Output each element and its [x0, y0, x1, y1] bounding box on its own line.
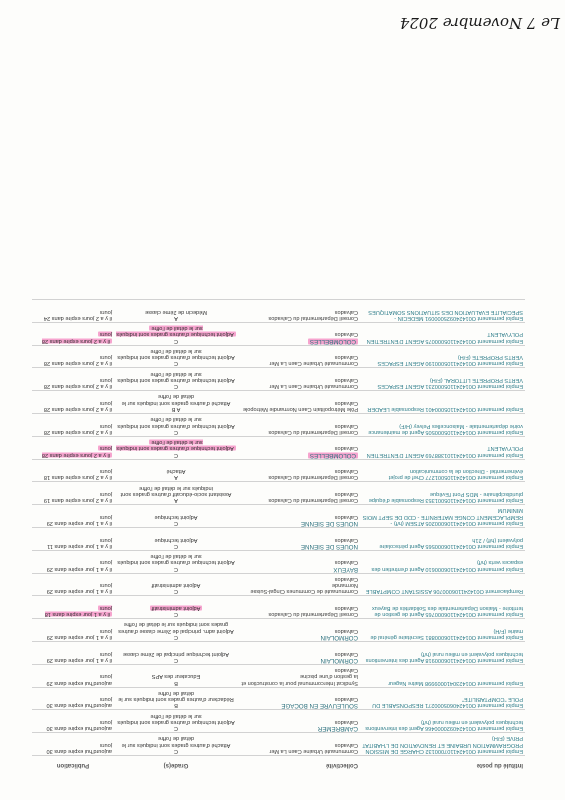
cell-publication — [32, 346, 114, 368]
cell-poste — [360, 665, 525, 687]
table-row — [32, 574, 525, 597]
cell-grade — [114, 596, 238, 618]
cell-publication — [32, 733, 114, 755]
cell-poste — [360, 300, 525, 322]
cell-poste — [360, 642, 525, 664]
cell-poste — [360, 323, 525, 345]
cell-poste-text: Emploi permanent O014241105000231 AGENT ESPACES VERTS PROPRETE LITTORAL (F/H) — [377, 376, 523, 390]
cell-publication — [32, 528, 114, 550]
cell-publication — [32, 437, 114, 459]
cell-poste — [360, 437, 525, 459]
cell-poste-text: Emploi permanent O014241105001277 Chef de projet événementiel - Direction de la communication — [388, 468, 523, 481]
cell-poste-text: Emploi permanent O014241106000205 ATSEM (h/f) - REMPLACEMENT CONGE MATERNITE - CDD DE SEPT MOIS MINIMUM — [362, 507, 523, 527]
cell-collectivite — [238, 437, 360, 459]
cell-publication-text: il y a 2 jours expire dans 28 jours — [43, 399, 112, 413]
cell-poste-text: Emploi permanent O014241105000401 Responsable LEADER — [367, 406, 523, 413]
header-collectivite: Collectivité — [325, 762, 358, 768]
collectivite-departement: Calvados — [334, 718, 358, 725]
collectivite-name: Conseil Départemental du Calvados — [268, 497, 358, 504]
table-row — [32, 346, 525, 369]
cell-collectivite — [238, 391, 360, 413]
collectivite-departement: Calvados — [334, 331, 358, 338]
cell-poste-text: Emploi permanent O014241105001353 Responsable d'équipe pluridisciplinaire - MDS Pont l'Evêque — [368, 490, 523, 504]
cell-poste-text: Emploi permanent O014230410009998 Maitre Nageur — [388, 679, 523, 686]
cell-collectivite — [238, 414, 360, 436]
cell-publication — [32, 688, 114, 710]
cell-collectivite — [238, 551, 360, 573]
table-row — [32, 414, 525, 437]
table-row — [32, 323, 525, 346]
cell-publication — [32, 710, 114, 732]
collectivite-name: Communauté Urbaine Caen La Mer — [269, 383, 358, 390]
grade-text: Adjoint technique — [154, 513, 198, 520]
grade-text: Adjoint administratif — [151, 604, 201, 611]
cell-poste — [360, 505, 525, 527]
cell-publication-text: il y a 2 jours expire dans 28 jours — [43, 354, 112, 367]
grade-text: Rédacteur d'autres grades sont indiqués sur le détail de l'offre — [118, 689, 234, 703]
grade-category: C — [173, 748, 179, 754]
cell-poste-text: Emploi permanent O014241107000132 CHARGE DE MISSION PROGRAMMATION URBAINE ET RENOVATION DE L'HABITAT PRIVE (F/H) — [362, 735, 523, 754]
grade-text: Adjoint technique d'autres grades sont indiqués sur le détail de l'offre — [117, 712, 235, 725]
table-row — [32, 710, 525, 733]
grade-text: Adjoint technique d'autres grades sont indiqués sur le détail de l'offre — [117, 553, 235, 566]
collectivite-city: SOULEUVRE EN BOCAGE — [281, 702, 358, 710]
cell-poste — [360, 710, 525, 732]
cell-poste-text: Emploi permanent O014241106000565 Agent périscolaire polyvalent (h/f) / 21h — [379, 536, 523, 549]
collectivite-departement: Calvados — [334, 468, 358, 475]
cell-poste-text: Emploi permanent O014241106000881 Secrétaire général de mairie (F/H) — [370, 627, 523, 641]
grade-text: Attaché d'autres grades sont indiqués sur le détail de l'offre — [121, 393, 231, 406]
cell-collectivite — [238, 574, 360, 596]
cell-publication-text: il y a 1 jour expire dans 11 jours — [47, 536, 112, 549]
cell-publication — [32, 619, 114, 641]
cell-publication-text: il y a 2 jours expire dans 19 jours — [43, 490, 112, 504]
handwritten-date — [399, 10, 560, 32]
collectivite-city: CORMOLAIN — [320, 656, 358, 664]
collectivite-name: Communauté Urbaine Caen La Mer — [269, 748, 358, 754]
cell-poste-text: Emploi permanent O014241105000075 AGENT D'ENTRETIEN POLYVALENT — [366, 331, 523, 344]
collectivite-name: Conseil Départemental du Calvados — [268, 428, 358, 435]
table-row — [32, 551, 525, 574]
table-row — [32, 665, 525, 688]
cell-publication-text: il y a 2 jours expire dans 28 jours — [43, 376, 112, 390]
cell-poste — [360, 346, 525, 368]
cell-poste — [360, 368, 525, 390]
collectivite-city: BAYEUX — [333, 565, 358, 573]
cell-grade — [114, 710, 238, 732]
grade-category: A — [174, 474, 178, 481]
grade-category: C — [173, 383, 179, 390]
table-row — [32, 482, 525, 505]
table-body — [32, 299, 525, 756]
cell-grade — [114, 619, 238, 641]
cell-collectivite — [238, 665, 360, 687]
cell-collectivite — [238, 642, 360, 664]
collectivite-name: Pôle Métropolitain Caen Normandie Métropole — [242, 406, 358, 413]
collectivite-departement: Calvados — [334, 399, 358, 406]
table-row — [32, 460, 525, 483]
table-row — [32, 505, 525, 528]
cell-publication-text: il y a 2 jours expire dans 24 jours — [43, 308, 112, 321]
grade-category: C — [173, 656, 179, 663]
table-row — [32, 642, 525, 665]
cell-collectivite — [238, 733, 360, 755]
cell-collectivite — [238, 528, 360, 550]
handwritten-date-text: Le 7 Novembre 2024 — [399, 14, 560, 32]
cell-grade — [114, 551, 238, 573]
collectivite-city: NOUES DE SIENNE — [300, 520, 358, 528]
cell-collectivite — [238, 710, 360, 732]
cell-poste-text: Emploi permanent O014241106000918 Agent des interventions techniques polyvalent en milieu rural (h/f) — [365, 650, 523, 663]
grade-text: Adjoint technique principal de 2ème classe — [122, 650, 230, 657]
cell-poste — [360, 482, 525, 504]
collectivite-name: Conseil Départemental du Calvados — [268, 474, 358, 481]
cell-publication — [32, 505, 114, 527]
cell-publication-text: il y a 1 jour expire dans 29 jours — [46, 513, 112, 527]
cell-grade — [114, 300, 238, 322]
cell-grade — [114, 642, 238, 664]
cell-poste-text: Remplacement O014241106000706 ASSISTANT COMPTABLE — [365, 588, 523, 595]
cell-publication — [32, 665, 114, 687]
collectivite-name: Communauté Urbaine Caen La Mer — [269, 360, 358, 367]
cell-poste-text: Emploi permanent O014241106000765 Agent de gestion de territoire - Maison Départementale des Solidarités de Bayeux — [371, 604, 523, 618]
cell-grade — [114, 733, 238, 755]
cell-publication-text: il y a 2 jours expire dans 28 jours — [43, 422, 112, 435]
table-row — [32, 619, 525, 642]
cell-grade — [114, 323, 238, 345]
cell-grade — [114, 368, 238, 390]
cell-poste-text: Emploi permanent O014241105000190 AGENT ESPACES VERTS PROPRETE (F/H) — [377, 354, 523, 367]
job-offers-table — [32, 299, 525, 770]
table-row — [32, 528, 525, 551]
cell-publication — [32, 323, 114, 345]
grade-text: Adjoint technique d'autres grades sont indiqués sur le détail de l'offre — [117, 347, 235, 361]
cell-publication — [32, 482, 114, 504]
cell-poste-text: Emploi permanent O014241106000610 Agent d'entretien des espaces verts (h/f) — [371, 559, 523, 572]
grade-category: C — [173, 520, 179, 527]
collectivite-departement: Calvados — [334, 513, 358, 520]
cell-collectivite — [238, 368, 360, 390]
grade-text: Adjoint technique — [154, 536, 198, 543]
cell-publication-text: aujourd'hui expire dans 30 jours — [46, 741, 112, 754]
collectivite-departement: Calvados — [334, 354, 358, 361]
grade-category: C — [173, 634, 179, 641]
header-intitule: Intitulé du poste — [476, 762, 523, 768]
cell-poste — [360, 460, 525, 482]
cell-publication-text: aujourd'hui expire dans 29 jours — [46, 673, 112, 686]
cell-publication-text: il y a 2 jours expire dans 28 jours — [41, 331, 112, 344]
table-row — [32, 368, 525, 391]
grade-category: C — [173, 725, 179, 732]
grade-category: C — [173, 428, 179, 435]
cell-publication — [32, 300, 114, 322]
cell-poste — [360, 414, 525, 436]
grade-text: Attaché d'autres grades sont indiqués sur le détail de l'offre — [121, 735, 231, 748]
cell-grade — [114, 460, 238, 482]
grade-text: Adjoint technique d'autres grades sont indiqués sur le détail de l'offre — [117, 370, 235, 383]
cell-poste — [360, 596, 525, 618]
cell-poste — [360, 574, 525, 596]
cell-collectivite — [238, 460, 360, 482]
cell-poste — [360, 688, 525, 710]
cell-publication — [32, 368, 114, 390]
grade-category: C — [173, 451, 179, 458]
table-row — [32, 299, 525, 323]
cell-publication-text: aujourd'hui expire dans 30 jours — [46, 718, 112, 732]
grade-text: Adjoint technique d'autres grades sont indiqués sur le détail de l'offre — [117, 416, 235, 429]
cell-poste-text: Emploi permanent O014240925000091 MEDECIN - SPECIALITE EVALUATION DES SITUATIONS SOMATIQUES — [368, 308, 523, 321]
cell-collectivite — [238, 596, 360, 618]
cell-poste — [360, 528, 525, 550]
grade-category: B — [174, 679, 178, 686]
cell-publication-text: il y a 1 jour expire dans 29 jours — [46, 582, 112, 595]
grade-category: C — [173, 588, 179, 595]
grade-category: C — [173, 360, 179, 367]
cell-publication-text: il y a 1 jour expire dans 29 jours — [46, 559, 112, 572]
grade-text: Adjoint administratif — [151, 582, 201, 589]
cell-collectivite — [238, 300, 360, 322]
cell-grade — [114, 414, 238, 436]
collectivite-departement: Calvados — [334, 308, 358, 315]
collectivite-city: NOUES DE SIENNE — [300, 542, 358, 550]
collectivite-departement: Calvados — [334, 604, 358, 611]
collectivite-departement: Calvados — [334, 696, 358, 703]
collectivite-city: COLOMBELLES — [309, 337, 356, 345]
collectivite-departement: Calvados — [334, 536, 358, 543]
grade-text: Adjoint technique d'autres grades sont indiqués sur le détail de l'offre — [116, 325, 234, 338]
grade-category: C — [173, 542, 179, 549]
cell-collectivite — [238, 688, 360, 710]
cell-grade — [114, 482, 238, 504]
header-publication: Publication — [56, 762, 90, 768]
cell-collectivite — [238, 323, 360, 345]
cell-publication-text: aujourd'hui expire dans 30 jours — [46, 696, 112, 709]
cell-publication-text: il y a 2 jours expire dans 28 jours — [41, 445, 112, 458]
grade-text: Adjoint technique d'autres grades sont indiqués sur le détail de l'offre — [116, 439, 234, 452]
cell-publication — [32, 596, 114, 618]
collectivite-name: Conseil Départemental du Calvados — [268, 314, 358, 321]
collectivite-departement: Calvados — [334, 667, 358, 674]
table-row — [32, 437, 525, 460]
header-grades: Grade(s) — [163, 762, 189, 768]
cell-publication-text: il y a 2 jours expire dans 18 jours — [43, 468, 112, 481]
collectivite-name: Conseil Départemental du Calvados — [268, 611, 358, 618]
cell-publication — [32, 574, 114, 596]
cell-publication — [32, 551, 114, 573]
grade-category: A — [174, 497, 178, 504]
cell-grade — [114, 574, 238, 596]
table-row — [32, 733, 525, 756]
collectivite-departement: Calvados — [334, 490, 358, 497]
collectivite-departement: Calvados — [334, 575, 358, 582]
collectivite-departement: Calvados — [334, 422, 358, 429]
cell-poste-text: Emploi permanent O014241105000505 Agent de maintenance voirie départementale - Maisoncelles Pelvey (H/F) — [368, 422, 523, 435]
cell-poste — [360, 619, 525, 641]
grade-category: C — [173, 565, 179, 572]
grade-category: C — [173, 337, 179, 344]
cell-grade — [114, 391, 238, 413]
cell-poste — [360, 391, 525, 413]
cell-publication — [32, 414, 114, 436]
cell-publication — [32, 460, 114, 482]
cell-grade — [114, 346, 238, 368]
collectivite-departement: Calvados — [334, 741, 358, 748]
cell-collectivite — [238, 505, 360, 527]
cell-collectivite — [238, 346, 360, 368]
cell-publication-text: il y a 1 jour expire dans 29 jours — [46, 627, 112, 641]
grade-text: Educateur des APS — [151, 673, 201, 680]
collectivite-departement: Calvados — [334, 627, 358, 634]
collectivite-city: CAMBREMER — [317, 725, 358, 733]
cell-collectivite — [238, 619, 360, 641]
collectivite-name: Syndicat Intercommunal pour la construction et la gestion d'une piscine — [241, 673, 358, 686]
collectivite-departement: Calvados — [334, 650, 358, 657]
grade-text: Médecin de 2ème classe — [145, 308, 207, 315]
cell-poste — [360, 551, 525, 573]
cell-publication-text: il y a 1 jour expire dans 29 jours — [46, 650, 112, 663]
cell-grade — [114, 528, 238, 550]
grade-text: Adjoint adm. principal de 2ème classe d'autres grades sont indiqués sur le détail de l'offre — [118, 621, 234, 634]
grade-text: Assistant socio-éducatif d'autres grades sont indiqués sur le détail de l'offre — [120, 484, 232, 497]
table-row — [32, 391, 525, 414]
cell-grade — [114, 688, 238, 710]
collectivite-departement: Calvados — [334, 559, 358, 566]
collectivite-city: CORMOLAIN — [320, 634, 358, 642]
grade-text: Attaché — [166, 468, 186, 475]
grade-category: C — [173, 611, 179, 618]
cell-poste-text: Emploi permanent O014240605000271 RESPONSABLE DU POLE "COMPTABILITE" — [372, 696, 523, 709]
table-header — [32, 756, 525, 770]
table-row — [32, 596, 525, 619]
cell-collectivite — [238, 482, 360, 504]
cell-grade — [114, 437, 238, 459]
collectivite-departement: Calvados — [334, 445, 358, 452]
collectivite-departement: Calvados — [334, 376, 358, 383]
cell-publication-text: il y a 1 jour expire dans 18 jours — [44, 604, 112, 618]
collectivite-city: COLOMBELLES — [309, 451, 356, 459]
grade-category: A — [174, 314, 178, 321]
cell-publication — [32, 391, 114, 413]
cell-poste-text: Emploi permanent O014240920000466 Agent des interventions techniques polyvalent en milieu rural (h/f) — [365, 718, 523, 732]
grade-category: A B — [171, 406, 181, 413]
table-row — [32, 688, 525, 711]
collectivite-name: Communauté de Communes Cingal-Suisse Normande — [250, 582, 358, 595]
cell-grade — [114, 665, 238, 687]
cell-poste-text: Emploi permanent O014241101388769 AGENT D'ENTRETIEN POLYVALENT — [366, 445, 523, 458]
grade-category: B — [174, 702, 178, 709]
cell-grade — [114, 505, 238, 527]
cell-publication — [32, 642, 114, 664]
cell-poste — [360, 733, 525, 755]
